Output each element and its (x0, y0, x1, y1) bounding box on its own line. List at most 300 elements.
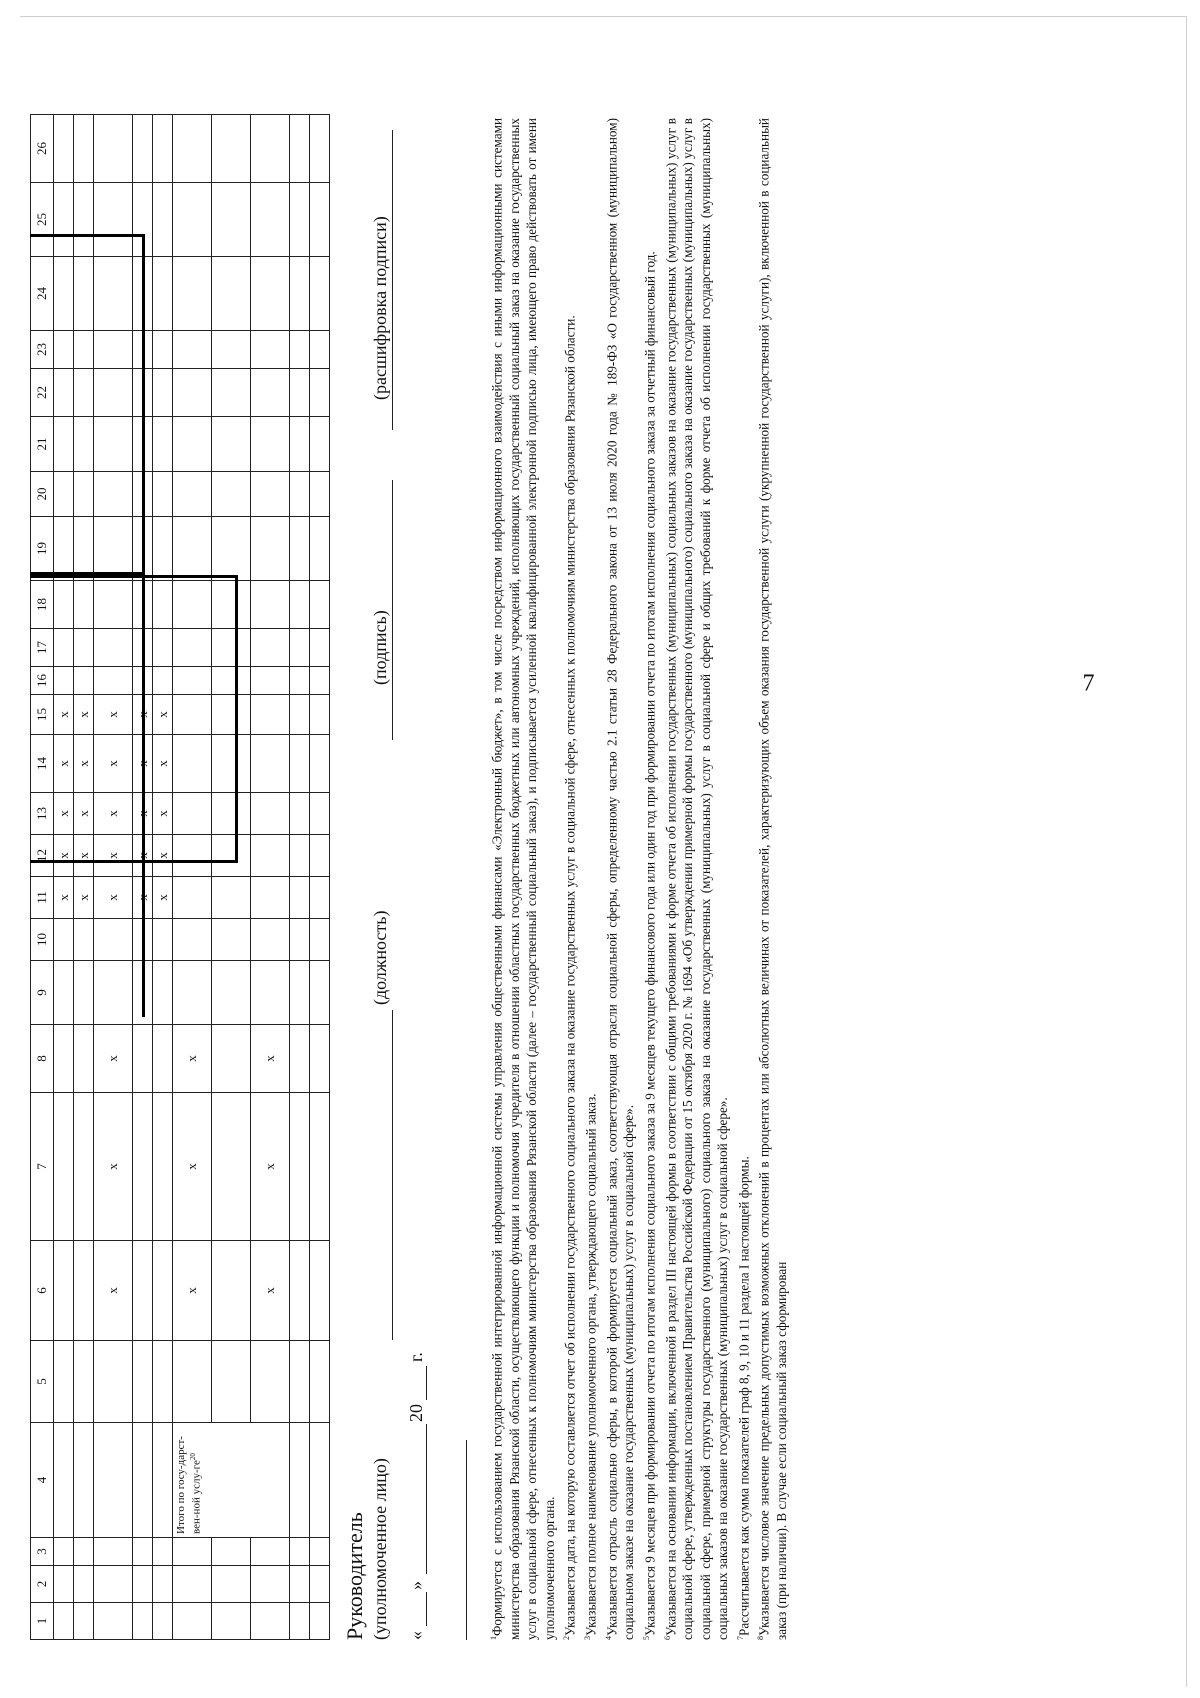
table-cell (94, 1603, 133, 1640)
table-cell (153, 581, 173, 629)
total-label-footnote: 20 (189, 1453, 197, 1461)
table-cell (212, 735, 251, 793)
table-cell (310, 369, 330, 417)
table-cell: x (173, 1093, 212, 1241)
page-number: 7 (1082, 670, 1095, 697)
total-row (173, 115, 212, 1640)
table-cell (94, 115, 133, 183)
table-cell (251, 369, 290, 417)
table-cell (54, 919, 74, 961)
footnote-number: 1 (489, 1636, 498, 1640)
decoding-line (392, 130, 393, 430)
table-cell (290, 1566, 310, 1603)
table-cell (94, 369, 133, 417)
table-row (310, 115, 330, 1640)
footnote-4 (600, 118, 638, 1640)
table-cell (290, 417, 310, 472)
table-cell (251, 1341, 290, 1423)
table-cell (153, 1566, 173, 1603)
table-cell (133, 417, 153, 472)
date-year-line (426, 1366, 427, 1400)
column-number-10: 10 (31, 919, 54, 961)
table-cell: x (74, 877, 94, 919)
table-cell (251, 517, 290, 581)
table-cell: x (133, 793, 153, 835)
table-cell (153, 1603, 173, 1640)
table-cell (290, 695, 310, 735)
table-cell: x (153, 793, 173, 835)
table-cell (74, 1603, 94, 1640)
column-number-15: 15 (31, 695, 54, 735)
table-cell (212, 877, 251, 919)
table-cell: x (173, 1025, 212, 1093)
table-cell (74, 1566, 94, 1603)
table-cell: x (94, 1025, 133, 1093)
table-cell (94, 1538, 133, 1566)
table-cell (74, 581, 94, 629)
table-cell (54, 1566, 74, 1603)
column-number-1: 1 (31, 1603, 54, 1640)
table-cell (251, 183, 290, 257)
table-cell (290, 667, 310, 695)
table-cell (173, 667, 212, 695)
table-cell (173, 961, 212, 1025)
footnote-number: 3 (582, 1636, 592, 1640)
table-cell (310, 1538, 330, 1566)
table-row (251, 115, 290, 1640)
table-cell (310, 735, 330, 793)
table-cell (133, 961, 153, 1025)
table-cell (94, 1423, 133, 1538)
table-cell (94, 331, 133, 369)
footnote-5 (638, 118, 659, 1640)
table-cell: x (251, 1025, 290, 1093)
footnote-number: 8 (756, 1636, 766, 1640)
table-cell (251, 735, 290, 793)
table-cell (290, 1603, 310, 1640)
table-cell (54, 667, 74, 695)
table-cell (251, 793, 290, 835)
footnote-8 (752, 118, 790, 1640)
table-cell: x (74, 835, 94, 877)
footnote-number: 7 (735, 1636, 745, 1640)
table-cell (74, 115, 94, 183)
table-cell (94, 667, 133, 695)
table-cell (290, 1341, 310, 1423)
table-cell (133, 1423, 153, 1538)
footnote-number: 2 (562, 1636, 572, 1640)
table-cell (94, 919, 133, 961)
table-cell (173, 793, 212, 835)
column-number-12: 12 (31, 835, 54, 877)
table-cell (133, 1566, 153, 1603)
table-cell (173, 1566, 212, 1603)
table-cell (173, 369, 212, 417)
table-cell (290, 835, 310, 877)
table-cell (212, 1241, 251, 1341)
table-cell (251, 581, 290, 629)
table-cell (212, 369, 251, 417)
footnotes (485, 118, 791, 1640)
signature-line (392, 480, 393, 740)
table-cell (153, 1341, 173, 1423)
table-cell (74, 517, 94, 581)
table-row (74, 115, 94, 1640)
table-cell (310, 115, 330, 183)
table-cell: x (94, 735, 133, 793)
table-cell (173, 183, 212, 257)
signer-subtitle: (уполномоченное лицо) (370, 1458, 390, 1640)
table-cell (173, 735, 212, 793)
table-cell (251, 695, 290, 735)
date-day-line (426, 1592, 427, 1626)
table-cell (133, 1093, 153, 1241)
table-cell (310, 835, 330, 877)
table-cell (290, 115, 310, 183)
table-cell (251, 417, 290, 472)
total-label-text: Итого по госу-дарст-вен-ной услу-ге (175, 1436, 203, 1534)
table-cell (310, 695, 330, 735)
table-cell: x (133, 695, 153, 735)
column-number-19: 19 (31, 517, 54, 581)
table-cell (212, 257, 251, 331)
table-cell (74, 417, 94, 472)
date-month-line (426, 1424, 427, 1574)
table-cell (251, 331, 290, 369)
table-cell (153, 417, 173, 472)
table-cell (212, 517, 251, 581)
decoding-caption: (расшифровка подписи) (370, 216, 390, 400)
table-cell (133, 183, 153, 257)
footnote-text: Указывается дата, на которую составляется отчет об исполнении государственного социального заказа на оказание государственных услуг в социальной сфере, отнесенных к полномочиям министерства образования Рязанской области. (562, 315, 578, 1636)
table-cell (133, 1025, 153, 1093)
table-cell (133, 115, 153, 183)
footnote-text: Рассчитывается как сумма показателей граф 8, 9, 10 и 11 раздела I настоящей формы. (736, 1156, 752, 1636)
footnote-text: Указывается 9 месяцев при формировании отчета по итогам исполнения социального заказа за 9 месяцев текущего финансового года или один год при формировании отчета по итогам исполнения социального заказа за отчетный финансовый год. (642, 251, 658, 1636)
table-cell (173, 919, 212, 961)
table-cell (251, 835, 290, 877)
column-number-20: 20 (31, 472, 54, 517)
table-cell (310, 417, 330, 472)
table-cell: x (251, 1241, 290, 1341)
table-cell (310, 517, 330, 581)
table-cell (173, 472, 212, 517)
table-cell (212, 331, 251, 369)
table-cell (310, 472, 330, 517)
column-number-4: 4 (31, 1423, 54, 1538)
table-cell (310, 877, 330, 919)
table-cell (310, 257, 330, 331)
footnote-number: 6 (662, 1636, 672, 1640)
table-cell (173, 1603, 212, 1640)
table-cell (212, 695, 251, 735)
column-number-25: 25 (31, 183, 54, 257)
table-cell (310, 581, 330, 629)
footnote-number: 5 (641, 1636, 651, 1640)
table-cell (251, 472, 290, 517)
table-cell (54, 1093, 74, 1241)
table-cell (290, 183, 310, 257)
table-cell (173, 331, 212, 369)
table-cell (153, 1241, 173, 1341)
footnote-3 (579, 118, 600, 1640)
table-cell (290, 517, 310, 581)
column-number-21: 21 (31, 417, 54, 472)
table-row (94, 115, 133, 1640)
table-cell (54, 417, 74, 472)
table-cell (212, 115, 251, 183)
table-cell: x (54, 877, 74, 919)
table-cell (173, 1341, 212, 1423)
table-cell (290, 961, 310, 1025)
table-cell: x (94, 793, 133, 835)
table-cell: x (173, 1241, 212, 1341)
table-cell (310, 1603, 330, 1640)
table-cell (251, 919, 290, 961)
table-cell (54, 183, 74, 257)
table-cell: x (54, 793, 74, 835)
table-cell (310, 1025, 330, 1093)
table-cell (74, 472, 94, 517)
table-cell (153, 961, 173, 1025)
footnote-text: Формируется с использованием государственной интегрированной информационной системы управления общественными финансами «Электронный бюджет», в том числе посредством информационного взаимодействия с иными информационными системами министерства образования Рязанской области, осуществляющего функции и полномочия учредителя в отношении областных государственных бюджетных или автономных учреждений, исполняющих государственный социальный заказ на оказание государственных услуг в социальной сфере, отнесенных к полномочиям министерства образования Рязанской области (далее – государственный социальный заказ), и подписывается усиленной квалифицированной электронной подписью лица, имеющего право действовать от имени уполномоченного органа. (489, 118, 557, 1640)
column-number-26: 26 (31, 115, 54, 183)
table-cell (212, 961, 251, 1025)
footnote-6 (659, 118, 732, 1640)
table-cell (153, 1538, 173, 1566)
table-cell: x (54, 735, 74, 793)
column-number-5: 5 (31, 1341, 54, 1423)
table-cell (251, 877, 290, 919)
report-table (30, 114, 330, 1640)
table-cell (173, 877, 212, 919)
column-number-23: 23 (31, 331, 54, 369)
table-cell (251, 257, 290, 331)
table-cell (310, 1093, 330, 1241)
position-line (392, 1010, 393, 1340)
table-cell (173, 695, 212, 735)
table-cell (290, 1025, 310, 1093)
table-cell (290, 629, 310, 667)
table-cell: x (133, 735, 153, 793)
table-cell (54, 369, 74, 417)
table-cell (74, 1093, 94, 1241)
table-cell (310, 1341, 330, 1423)
table-cell (133, 1241, 153, 1341)
table-cell (212, 1603, 251, 1640)
table-cell: x (74, 695, 94, 735)
table-cell: x (54, 835, 74, 877)
rotated-content (30, 60, 1150, 1640)
table-cell (212, 1538, 251, 1566)
table-cell (94, 183, 133, 257)
table-cell (173, 257, 212, 331)
table-cell (133, 581, 153, 629)
table-cell (54, 472, 74, 517)
column-number-16: 16 (31, 667, 54, 695)
table-cell (54, 1538, 74, 1566)
table-cell (212, 417, 251, 472)
table-cell (54, 581, 74, 629)
table-cell (74, 257, 94, 331)
table-cell: x (153, 877, 173, 919)
table-cell (173, 517, 212, 581)
table-cell (74, 331, 94, 369)
table-cell: x (133, 835, 153, 877)
table-cell (310, 919, 330, 961)
table-cell (212, 581, 251, 629)
table-cell (94, 1566, 133, 1603)
table-cell: x (94, 695, 133, 735)
table-cell (133, 331, 153, 369)
signature-block (330, 118, 450, 1640)
table-cell (290, 331, 310, 369)
table-cell (54, 331, 74, 369)
table-cell (133, 472, 153, 517)
table-header-row (31, 115, 54, 1640)
footnote-7 (732, 118, 753, 1640)
table-cell (54, 517, 74, 581)
table-cell (310, 331, 330, 369)
table-cell: x (74, 735, 94, 793)
table-cell (133, 1538, 153, 1566)
table-cell (94, 1341, 133, 1423)
table-cell (153, 667, 173, 695)
table-cell (212, 919, 251, 961)
table-cell: x (94, 1241, 133, 1341)
table-cell: x (94, 877, 133, 919)
table-cell (212, 835, 251, 877)
position-caption: (должность) (370, 910, 390, 1005)
table-cell (94, 257, 133, 331)
table-cell (74, 1025, 94, 1093)
table-cell (251, 115, 290, 183)
column-number-13: 13 (31, 793, 54, 835)
table-cell (153, 257, 173, 331)
date-year: 20 (406, 1404, 426, 1422)
table-cell (133, 1603, 153, 1640)
table-cell (94, 581, 133, 629)
table-cell (54, 1241, 74, 1341)
table-cell (290, 472, 310, 517)
column-number-24: 24 (31, 257, 54, 331)
table-cell (94, 629, 133, 667)
table-cell (153, 369, 173, 417)
table-cell (94, 472, 133, 517)
table-cell (212, 1566, 251, 1603)
table-cell (54, 1025, 74, 1093)
table-cell: x (251, 1093, 290, 1241)
column-number-2: 2 (31, 1566, 54, 1603)
table-cell (133, 517, 153, 581)
column-number-8: 8 (31, 1025, 54, 1093)
table-cell (212, 1341, 251, 1423)
table-cell (173, 629, 212, 667)
table-cell (94, 417, 133, 472)
table-row (212, 115, 251, 1640)
table-cell (173, 1538, 212, 1566)
table-cell: x (54, 695, 74, 735)
table-cell (310, 961, 330, 1025)
table-cell: x (74, 793, 94, 835)
table-row (133, 115, 153, 1640)
table-cell (310, 183, 330, 257)
table-row (153, 115, 173, 1640)
table-cell (290, 919, 310, 961)
table-cell (212, 629, 251, 667)
table-cell (94, 961, 133, 1025)
table-cell (153, 1423, 173, 1538)
footnote-separator (466, 1440, 467, 1640)
column-number-9: 9 (31, 961, 54, 1025)
table-cell (173, 115, 212, 183)
table-cell (74, 1538, 94, 1566)
table-cell (94, 517, 133, 581)
table-cell (54, 1603, 74, 1640)
table-cell (173, 581, 212, 629)
date-close: » (406, 1581, 426, 1590)
column-number-14: 14 (31, 735, 54, 793)
table-cell (54, 961, 74, 1025)
footnote-1 (485, 118, 558, 1640)
column-number-3: 3 (31, 1538, 54, 1566)
footnote-text: Указывается на основании информации, включенной в раздел III настоящей формы в соответствии с общими требованиями к форме отчета об исполнении государственных (муниципальных) социальных заказов на оказание государственных (муниципальных) услуг в социальной сфере, утвержденных постановлением Правительства Российской Федерации от 15 октября 2020 г. № 1694 «Об утверждении примерной формы государственного (муниципального) социального заказа на оказание государственных (муниципальных) услуг в социальной сфере, примерной структуры государственного (муниципального) социального заказа на оказание государственных (муниципальных) услуг в социальной сфере и общих требований к форме отчета об исполнении государственных (муниципальных) социальных заказов на оказание государственных (муниципальных) услуг в социальной сфере». (663, 118, 731, 1640)
table-cell (54, 1423, 74, 1538)
table-cell (251, 961, 290, 1025)
table-cell (290, 369, 310, 417)
table-cell (251, 1538, 290, 1566)
table-cell (133, 257, 153, 331)
column-number-11: 11 (31, 877, 54, 919)
table-cell (153, 919, 173, 961)
table-cell (310, 793, 330, 835)
table-cell: x (133, 877, 153, 919)
table-cell (153, 517, 173, 581)
table-cell (290, 793, 310, 835)
table-cell (54, 115, 74, 183)
table-cell (133, 1341, 153, 1423)
table-cell (74, 183, 94, 257)
table-cell (74, 1423, 94, 1538)
table-cell (310, 629, 330, 667)
table-cell: x (153, 735, 173, 793)
column-number-17: 17 (31, 629, 54, 667)
table-cell (290, 735, 310, 793)
table-row (54, 115, 74, 1640)
table-cell (212, 793, 251, 835)
table-cell (290, 257, 310, 331)
table-cell (310, 1566, 330, 1603)
footnote-number: 4 (603, 1636, 613, 1640)
footnote-text: Указывается отрасль социально сферы, в которой формируется социальный заказ, соответствующая отрасли социальной сферы, определенному частью 2.1 статьи 28 Федерального закона от 13 июля 2020 года № 189-ФЗ «О государственном (муниципальном) социальном заказе на оказание государственных (муниципальных) услуг в социальной сфере». (604, 118, 637, 1640)
table-cell (251, 629, 290, 667)
total-label (173, 1423, 290, 1538)
table-cell (212, 183, 251, 257)
table-cell (153, 629, 173, 667)
table-cell (212, 1025, 251, 1093)
table-cell (310, 1241, 330, 1341)
table-cell (153, 1093, 173, 1241)
table-cell (153, 183, 173, 257)
table-cell: x (94, 835, 133, 877)
date-suffix: г. (406, 1352, 426, 1362)
table-row (290, 115, 310, 1640)
table-cell (290, 1423, 310, 1538)
table-cell (133, 667, 153, 695)
table-cell (212, 667, 251, 695)
table-cell (54, 257, 74, 331)
table-cell (290, 877, 310, 919)
